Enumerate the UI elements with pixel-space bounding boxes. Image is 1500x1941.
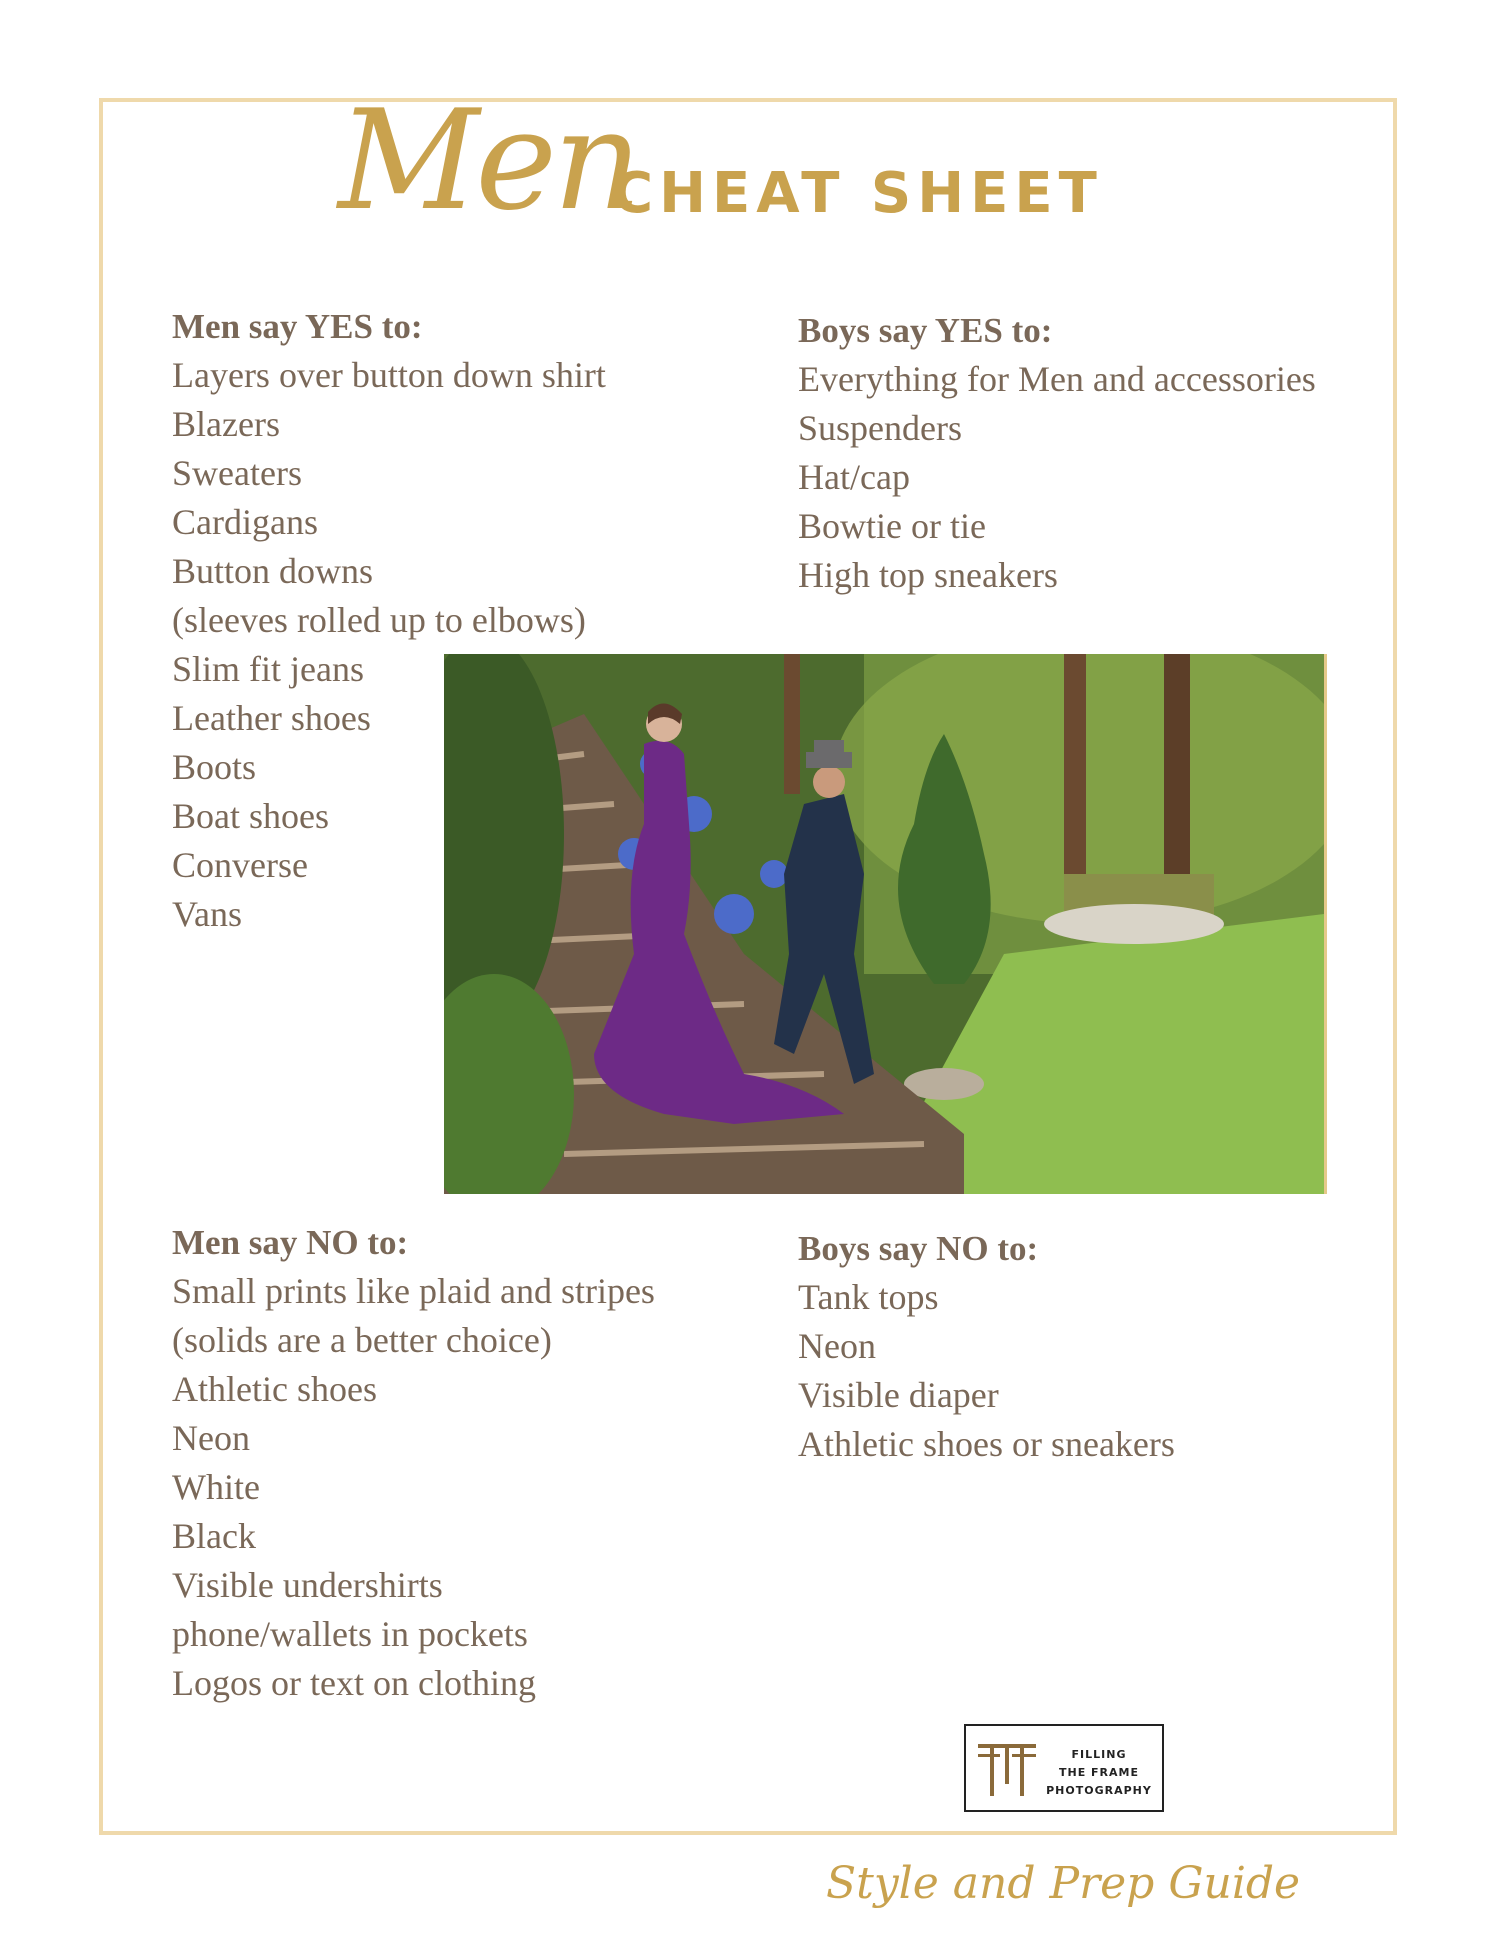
list-item: Visible diaper bbox=[798, 1375, 999, 1415]
boys-yes-list bbox=[798, 355, 1316, 600]
boys-no-section bbox=[798, 1224, 1175, 1469]
list-item: Neon bbox=[172, 1418, 250, 1458]
men-no-heading: Men say NO to: bbox=[172, 1223, 409, 1262]
list-item: Converse bbox=[172, 845, 308, 885]
list-item: Layers over button down shirt bbox=[172, 355, 606, 395]
list-item: Logos or text on clothing bbox=[172, 1663, 536, 1703]
list-item: Neon bbox=[798, 1326, 876, 1366]
boys-no-list bbox=[798, 1273, 1175, 1469]
couple-garden-photo bbox=[444, 654, 1327, 1194]
boys-yes-section bbox=[798, 306, 1316, 600]
list-item: Suspenders bbox=[798, 408, 962, 448]
men-no-section bbox=[172, 1218, 655, 1708]
list-item: Cardigans bbox=[172, 502, 318, 542]
list-item: Black bbox=[172, 1516, 256, 1556]
list-item: (sleeves rolled up to elbows) bbox=[172, 600, 586, 640]
list-item: Bowtie or tie bbox=[798, 506, 986, 546]
footer-tagline: Style and Prep Guide bbox=[826, 1858, 1301, 1909]
list-item: Vans bbox=[172, 894, 242, 934]
list-item: Button downs bbox=[172, 551, 374, 591]
list-item: Boat shoes bbox=[172, 796, 329, 836]
list-item: Everything for Men and accessories bbox=[798, 359, 1316, 399]
title-script-men: Men bbox=[338, 80, 638, 241]
list-item: White bbox=[172, 1467, 260, 1507]
ftf-monogram-icon bbox=[976, 1738, 1040, 1802]
list-item: High top sneakers bbox=[798, 555, 1058, 595]
logo-line: PHOTOGRAPHY bbox=[1046, 1784, 1152, 1797]
men-no-list bbox=[172, 1267, 655, 1708]
list-item: Sweaters bbox=[172, 453, 302, 493]
list-item: Small prints like plaid and stripes bbox=[172, 1271, 655, 1311]
list-item: Hat/cap bbox=[798, 457, 910, 497]
list-item: Athletic shoes bbox=[172, 1369, 377, 1409]
filling-the-frame-logo bbox=[964, 1724, 1164, 1812]
list-item: Blazers bbox=[172, 404, 280, 444]
list-item: Athletic shoes or sneakers bbox=[798, 1424, 1175, 1464]
boys-yes-heading: Boys say YES to: bbox=[798, 311, 1053, 350]
list-item: (solids are a better choice) bbox=[172, 1320, 552, 1360]
logo-text bbox=[1044, 1746, 1154, 1800]
logo-line: THE FRAME bbox=[1058, 1766, 1139, 1779]
list-item: Tank tops bbox=[798, 1277, 939, 1317]
list-item: Slim fit jeans bbox=[172, 649, 364, 689]
list-item: Boots bbox=[172, 747, 257, 787]
list-item: phone/wallets in pockets bbox=[172, 1614, 528, 1654]
list-item: Visible undershirts bbox=[172, 1565, 443, 1605]
boys-no-heading: Boys say NO to: bbox=[798, 1229, 1039, 1268]
title-cheat-sheet: CHEAT SHEET bbox=[612, 161, 1103, 226]
list-item: Leather shoes bbox=[172, 698, 371, 738]
logo-line: FILLING bbox=[1071, 1748, 1127, 1761]
men-yes-heading: Men say YES to: bbox=[172, 307, 423, 346]
